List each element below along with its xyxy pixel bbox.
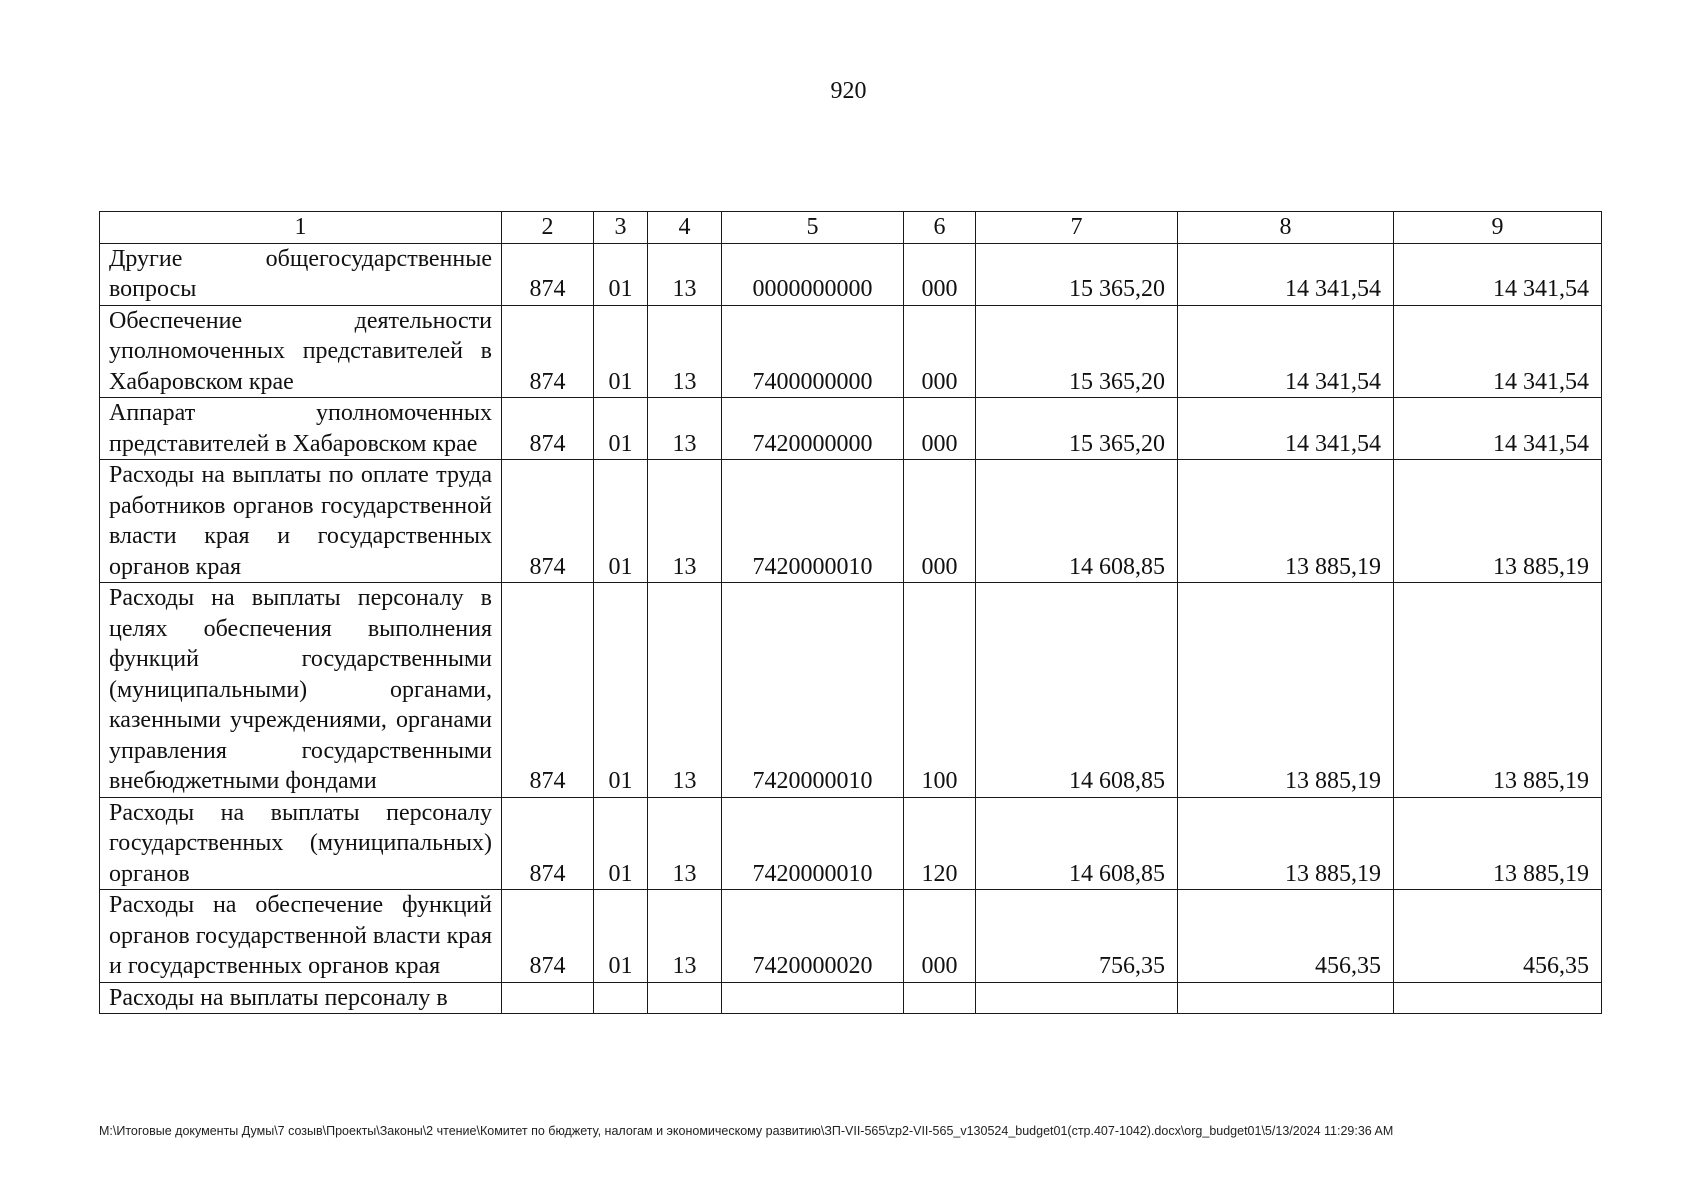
table-row — [100, 305, 1602, 398]
section-code: 01 — [594, 305, 648, 398]
expense-type-code: 000 — [904, 243, 976, 305]
ministry-code: 874 — [502, 243, 594, 305]
section-code: 01 — [594, 583, 648, 798]
amount-col7: 15 365,20 — [976, 243, 1178, 305]
amount-col8 — [1178, 982, 1394, 1014]
footer-file-path: M:\Итоговые документы Думы\7 созыв\Проекты\Законы\2 чтение\Комитет по бюджету, налогам и экономическому развитию\ЗП-VII-565\zp2-VII-565_v130524_budget01(стр.407-1042).docx\org_budget01\5/13/2024 11:29:36 AM — [99, 1124, 1394, 1138]
expense-type-code: 000 — [904, 305, 976, 398]
expense-type-code: 000 — [904, 890, 976, 983]
row-name: Другие общегосударственные вопросы — [100, 243, 502, 305]
header-cell: 3 — [594, 212, 648, 244]
amount-col9: 13 885,19 — [1394, 797, 1602, 890]
amount-col9: 14 341,54 — [1394, 398, 1602, 460]
amount-col7: 14 608,85 — [976, 583, 1178, 798]
row-name: Расходы на обеспечение функций органов государственной власти края и государственных органов края — [100, 890, 502, 983]
table-row — [100, 583, 1602, 798]
subsection-code: 13 — [648, 460, 722, 583]
amount-col7: 15 365,20 — [976, 398, 1178, 460]
amount-col9: 13 885,19 — [1394, 460, 1602, 583]
ministry-code: 874 — [502, 398, 594, 460]
ministry-code — [502, 982, 594, 1014]
header-cell: 6 — [904, 212, 976, 244]
subsection-code: 13 — [648, 583, 722, 798]
header-cell: 9 — [1394, 212, 1602, 244]
amount-col7: 14 608,85 — [976, 797, 1178, 890]
amount-col8: 456,35 — [1178, 890, 1394, 983]
table-row — [100, 398, 1602, 460]
expense-type-code: 000 — [904, 460, 976, 583]
target-article-code — [722, 982, 904, 1014]
row-name: Обеспечение деятельности уполномоченных представителей в Хабаровском крае — [100, 305, 502, 398]
amount-col8: 14 341,54 — [1178, 243, 1394, 305]
header-cell: 5 — [722, 212, 904, 244]
ministry-code: 874 — [502, 460, 594, 583]
target-article-code: 7420000020 — [722, 890, 904, 983]
header-cell: 7 — [976, 212, 1178, 244]
header-cell: 1 — [100, 212, 502, 244]
ministry-code: 874 — [502, 583, 594, 798]
row-name: Расходы на выплаты персоналу в целях обеспечения выполнения функций государственными (муниципальными) органами, казенными учреждениями, органами управления государственными внебюджетными фондами — [100, 583, 502, 798]
row-name: Аппарат уполномоченных представителей в Хабаровском крае — [100, 398, 502, 460]
target-article-code: 7420000010 — [722, 583, 904, 798]
header-cell: 8 — [1178, 212, 1394, 244]
amount-col8: 13 885,19 — [1178, 460, 1394, 583]
row-name: Расходы на выплаты по оплате труда работников органов государственной власти края и государственных органов края — [100, 460, 502, 583]
amount-col9 — [1394, 982, 1602, 1014]
amount-col7: 15 365,20 — [976, 305, 1178, 398]
table-row — [100, 243, 1602, 305]
amount-col8: 13 885,19 — [1178, 583, 1394, 798]
section-code: 01 — [594, 890, 648, 983]
section-code: 01 — [594, 460, 648, 583]
target-article-code: 0000000000 — [722, 243, 904, 305]
expense-type-code — [904, 982, 976, 1014]
section-code: 01 — [594, 243, 648, 305]
ministry-code: 874 — [502, 305, 594, 398]
expense-type-code: 000 — [904, 398, 976, 460]
ministry-code: 874 — [502, 797, 594, 890]
expense-type-code: 100 — [904, 583, 976, 798]
subsection-code: 13 — [648, 243, 722, 305]
subsection-code: 13 — [648, 398, 722, 460]
table-row — [100, 797, 1602, 890]
section-code: 01 — [594, 797, 648, 890]
amount-col7 — [976, 982, 1178, 1014]
amount-col7: 756,35 — [976, 890, 1178, 983]
row-name: Расходы на выплаты персоналу государственных (муниципальных) органов — [100, 797, 502, 890]
amount-col9: 14 341,54 — [1394, 243, 1602, 305]
amount-col8: 14 341,54 — [1178, 305, 1394, 398]
subsection-code: 13 — [648, 797, 722, 890]
table-row — [100, 982, 1602, 1014]
section-code — [594, 982, 648, 1014]
section-code: 01 — [594, 398, 648, 460]
budget-table — [99, 211, 1602, 1014]
amount-col8: 13 885,19 — [1178, 797, 1394, 890]
amount-col8: 14 341,54 — [1178, 398, 1394, 460]
target-article-code: 7400000000 — [722, 305, 904, 398]
amount-col9: 13 885,19 — [1394, 583, 1602, 798]
row-name: Расходы на выплаты персоналу в — [100, 982, 502, 1014]
subsection-code — [648, 982, 722, 1014]
amount-col9: 14 341,54 — [1394, 305, 1602, 398]
page-number: 920 — [830, 78, 867, 104]
table-row — [100, 890, 1602, 983]
table-header-row — [100, 212, 1602, 244]
ministry-code: 874 — [502, 890, 594, 983]
header-cell: 4 — [648, 212, 722, 244]
target-article-code: 7420000000 — [722, 398, 904, 460]
amount-col9: 456,35 — [1394, 890, 1602, 983]
target-article-code: 7420000010 — [722, 460, 904, 583]
subsection-code: 13 — [648, 305, 722, 398]
table-row — [100, 460, 1602, 583]
target-article-code: 7420000010 — [722, 797, 904, 890]
expense-type-code: 120 — [904, 797, 976, 890]
header-cell: 2 — [502, 212, 594, 244]
subsection-code: 13 — [648, 890, 722, 983]
amount-col7: 14 608,85 — [976, 460, 1178, 583]
